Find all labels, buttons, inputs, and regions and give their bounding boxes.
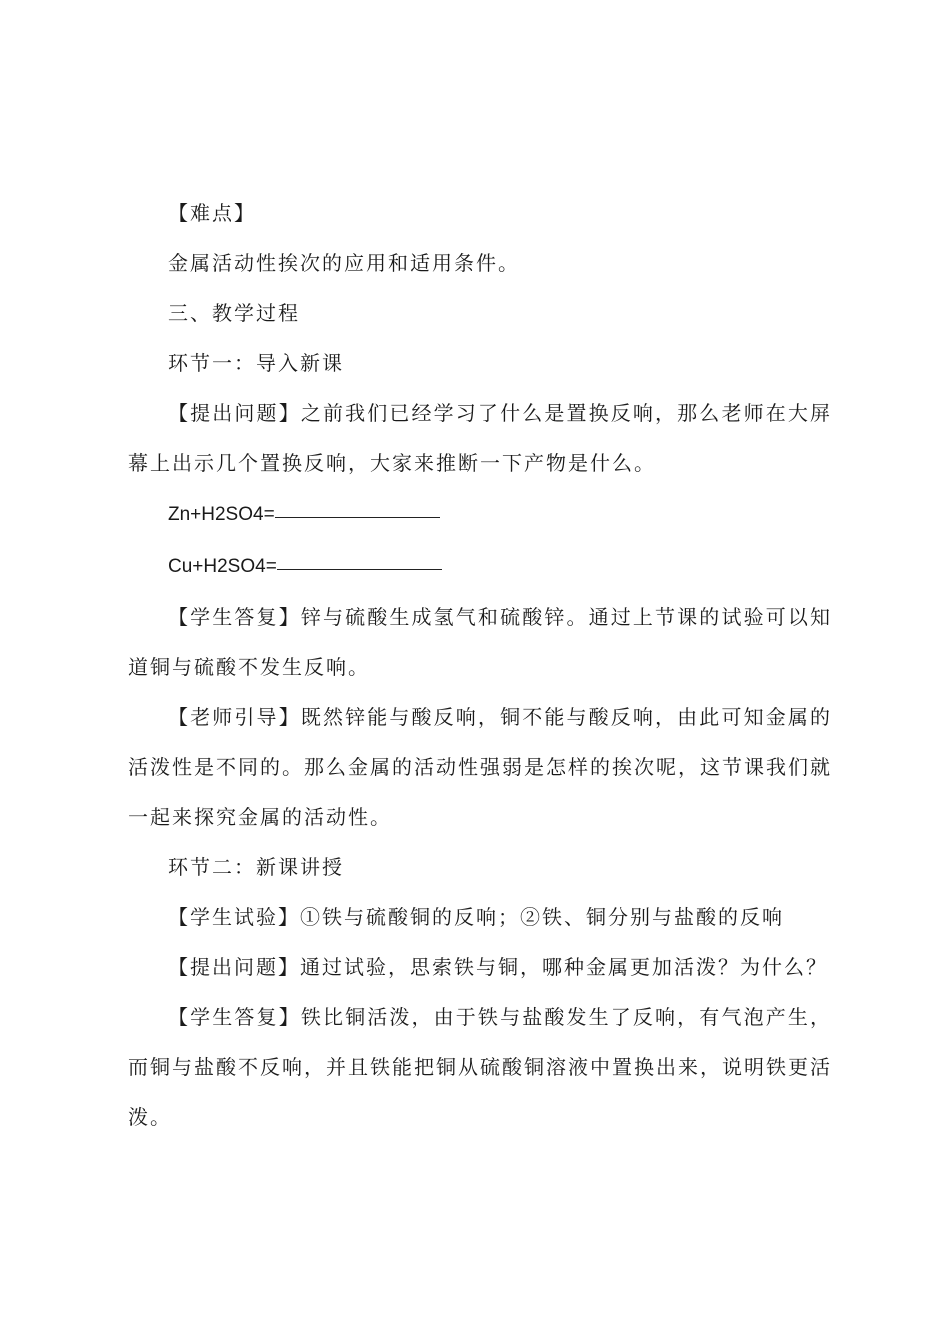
difficulty-heading: 【难点】 bbox=[168, 201, 256, 225]
formula-zn: Zn+H2SO4= bbox=[168, 504, 275, 525]
stage-1-heading: 环节一：导入新课 bbox=[168, 351, 344, 375]
question-paragraph: 【提出问题】通过试验，思索铁与铜，哪种金属更加活泼？为什么？ bbox=[168, 955, 828, 979]
student-experiment-paragraph: 【学生试验】①铁与硫酸铜的反响；②铁、铜分别与盐酸的反响 bbox=[168, 905, 784, 929]
answer-blank bbox=[277, 568, 442, 570]
question-paragraph: 【提出问题】之前我们已经学习了什么是置换反响，那么老师在大屏幕上出示几个置换反响，大家来推断一下产物是什么。 bbox=[128, 401, 832, 475]
student-answer-paragraph: 【学生答复】锌与硫酸生成氢气和硫酸锌。通过上节课的试验可以知道铜与硫酸不发生反响。 bbox=[128, 605, 832, 679]
student-answer-paragraph: 【学生答复】铁比铜活泼，由于铁与盐酸发生了反响，有气泡产生，而铜与盐酸不反响，并且铁能把铜从硫酸铜溶液中置换出来，说明铁更活泼。 bbox=[128, 1005, 832, 1129]
formula-line-zn bbox=[128, 488, 832, 540]
teacher-guide-paragraph: 【老师引导】既然锌能与酸反响，铜不能与酸反响，由此可知金属的活泼性是不同的。那么金属的活动性强弱是怎样的挨次呢，这节课我们就一起来探究金属的活动性。 bbox=[128, 705, 832, 829]
formula-cu: Cu+H2SO4= bbox=[168, 556, 277, 577]
formula-line-cu bbox=[128, 540, 832, 592]
difficulty-text: 金属活动性挨次的应用和适用条件。 bbox=[168, 251, 520, 275]
stage-2-heading: 环节二：新课讲授 bbox=[168, 855, 344, 879]
document-body bbox=[128, 188, 832, 1142]
answer-blank bbox=[275, 516, 440, 518]
section-heading: 三、教学过程 bbox=[168, 301, 300, 325]
